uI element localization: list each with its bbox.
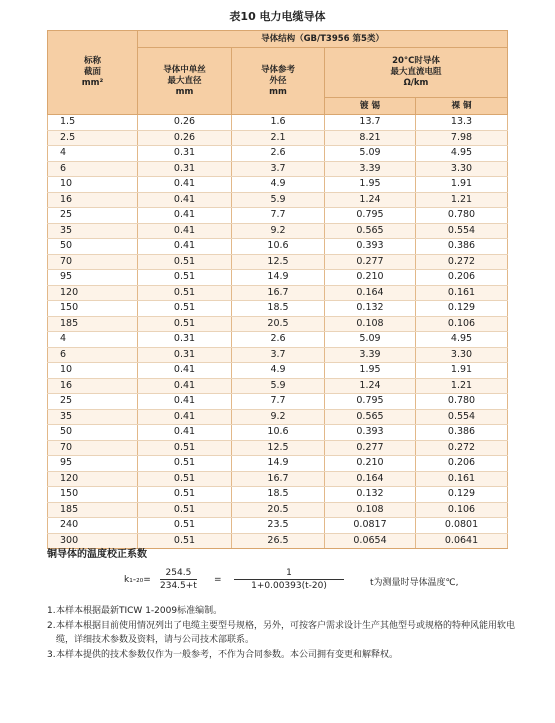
table-cell: 0.51 (138, 502, 232, 518)
conductor-table (47, 30, 508, 549)
table-row (48, 177, 508, 193)
col-header-wire-diameter: 导体中单丝 最大直径 mm (138, 48, 232, 115)
table-cell: 0.41 (138, 425, 232, 441)
table-cell: 0.210 (325, 270, 416, 286)
table-cell: 3.30 (416, 347, 508, 363)
table-cell: 2.5 (48, 130, 138, 146)
table-body (48, 115, 508, 549)
table-row (48, 239, 508, 255)
table-row (48, 130, 508, 146)
table-cell: 0.51 (138, 270, 232, 286)
table-cell: 35 (48, 409, 138, 425)
table-cell: 7.98 (416, 130, 508, 146)
table-cell: 0.132 (325, 301, 416, 317)
table-cell: 35 (48, 223, 138, 239)
table-cell: 0.51 (138, 487, 232, 503)
note-item (47, 619, 517, 648)
table-cell: 0.51 (138, 316, 232, 332)
formula-fraction-1-denominator: 234.5+t (160, 581, 197, 591)
table-cell: 4.95 (416, 332, 508, 348)
formula-fraction-2-denominator: 1+0.00393(t-20) (251, 581, 327, 591)
table-cell: 5.9 (232, 192, 325, 208)
table-row (48, 471, 508, 487)
table-cell: 0.41 (138, 239, 232, 255)
table-cell: 70 (48, 254, 138, 270)
table-cell: 0.51 (138, 285, 232, 301)
table-cell: 7.7 (232, 394, 325, 410)
table-cell: 1.95 (325, 363, 416, 379)
table-cell: 0.51 (138, 254, 232, 270)
table-cell: 1.6 (232, 115, 325, 131)
table-cell: 12.5 (232, 440, 325, 456)
table-cell: 3.39 (325, 347, 416, 363)
table-cell: 0.795 (325, 208, 416, 224)
table-cell: 1.21 (416, 192, 508, 208)
table-cell: 9.2 (232, 223, 325, 239)
table-cell: 0.51 (138, 456, 232, 472)
formula-fraction-2 (234, 568, 344, 591)
table-cell: 0.129 (416, 487, 508, 503)
table-cell: 0.41 (138, 208, 232, 224)
table-cell: 0.780 (416, 208, 508, 224)
table-cell: 95 (48, 270, 138, 286)
note-text: 本样本提供的技术参数仅作为一般参考，不作为合同参数。本公司拥有变更和解释权。 (56, 649, 399, 660)
table-row (48, 192, 508, 208)
table-cell: 2.6 (232, 146, 325, 162)
table-cell: 0.206 (416, 456, 508, 472)
table-cell: 18.5 (232, 487, 325, 503)
table-cell: 0.0654 (325, 533, 416, 549)
table-cell: 0.164 (325, 285, 416, 301)
table-cell: 0.0817 (325, 518, 416, 534)
table-cell: 0.132 (325, 487, 416, 503)
table-cell: 4.9 (232, 177, 325, 193)
table-cell: 8.21 (325, 130, 416, 146)
table-cell: 0.31 (138, 161, 232, 177)
table-cell: 120 (48, 285, 138, 301)
table-cell: 0.795 (325, 394, 416, 410)
table-cell: 5.09 (325, 146, 416, 162)
formula-equals: = (214, 575, 222, 585)
table-cell: 0.31 (138, 332, 232, 348)
page-title: 表10 电力电缆导体 (229, 10, 326, 23)
table-cell: 10 (48, 177, 138, 193)
table-cell: 4.95 (416, 146, 508, 162)
table-cell: 0.108 (325, 502, 416, 518)
table-row (48, 347, 508, 363)
table-cell: 185 (48, 502, 138, 518)
table-row (48, 502, 508, 518)
table-cell: 16.7 (232, 471, 325, 487)
table-cell: 1.21 (416, 378, 508, 394)
table-cell: 10 (48, 363, 138, 379)
table-cell: 14.9 (232, 270, 325, 286)
table-cell: 13.7 (325, 115, 416, 131)
table-cell: 0.393 (325, 425, 416, 441)
table-row (48, 146, 508, 162)
table-cell: 2.1 (232, 130, 325, 146)
table-cell: 10.6 (232, 425, 325, 441)
table-cell: 0.41 (138, 394, 232, 410)
table-cell: 0.386 (416, 425, 508, 441)
table-cell: 0.129 (416, 301, 508, 317)
table-cell: 1.91 (416, 177, 508, 193)
table-cell: 10.6 (232, 239, 325, 255)
table-row (48, 409, 508, 425)
table-cell: 3.39 (325, 161, 416, 177)
table-cell: 0.161 (416, 285, 508, 301)
table-cell: 0.51 (138, 301, 232, 317)
table-cell: 26.5 (232, 533, 325, 549)
table-cell: 0.41 (138, 378, 232, 394)
table-cell: 0.210 (325, 456, 416, 472)
table-cell: 2.6 (232, 332, 325, 348)
table-cell: 0.41 (138, 223, 232, 239)
table-row (48, 115, 508, 131)
table-row (48, 254, 508, 270)
formula-lhs: k₁-₂₀= (124, 575, 151, 585)
table-cell: 0.31 (138, 347, 232, 363)
table-cell: 150 (48, 301, 138, 317)
table-row (48, 161, 508, 177)
table-cell: 50 (48, 239, 138, 255)
table-cell: 20.5 (232, 502, 325, 518)
table-cell: 4 (48, 332, 138, 348)
table-cell: 240 (48, 518, 138, 534)
table-cell: 0.0641 (416, 533, 508, 549)
col-header-outer-diameter: 导体参考 外径 mm (232, 48, 325, 115)
table-cell: 1.24 (325, 378, 416, 394)
table-cell: 16 (48, 192, 138, 208)
table-cell: 5.09 (325, 332, 416, 348)
col-header-conductor-structure: 导体结构（GB/T3956 第5类） (138, 31, 508, 48)
note-number: 1. (47, 606, 56, 616)
table-cell: 0.106 (416, 316, 508, 332)
table-cell: 70 (48, 440, 138, 456)
table-cell: 0.565 (325, 409, 416, 425)
table-cell: 0.51 (138, 533, 232, 549)
table-cell: 300 (48, 533, 138, 549)
table-cell: 0.272 (416, 254, 508, 270)
table-row (48, 332, 508, 348)
table-cell: 0.26 (138, 130, 232, 146)
formula-title: 铜导体的温度校正系数 (47, 549, 147, 560)
table-cell: 0.31 (138, 146, 232, 162)
table-cell: 6 (48, 347, 138, 363)
table-cell: 0.51 (138, 518, 232, 534)
table-cell: 0.0801 (416, 518, 508, 534)
table-cell: 4.9 (232, 363, 325, 379)
table-cell: 1.95 (325, 177, 416, 193)
table-cell: 0.386 (416, 239, 508, 255)
note-item (47, 648, 517, 663)
table-cell: 0.41 (138, 363, 232, 379)
table-cell: 9.2 (232, 409, 325, 425)
table-cell: 3.30 (416, 161, 508, 177)
table-row (48, 394, 508, 410)
table-cell: 20.5 (232, 316, 325, 332)
table-row (48, 316, 508, 332)
table-cell: 0.554 (416, 409, 508, 425)
table-row (48, 425, 508, 441)
notes-list (47, 604, 517, 662)
table-cell: 0.554 (416, 223, 508, 239)
table-cell: 0.277 (325, 254, 416, 270)
note-number: 3. (47, 649, 56, 660)
table-row (48, 363, 508, 379)
table-cell: 14.9 (232, 456, 325, 472)
formula-fraction-1 (160, 568, 197, 591)
table-cell: 150 (48, 487, 138, 503)
table-row (48, 208, 508, 224)
col-header-plain-copper: 裸 铜 (416, 98, 508, 115)
table-cell: 0.41 (138, 177, 232, 193)
table-cell: 6 (48, 161, 138, 177)
table-cell: 23.5 (232, 518, 325, 534)
table-row (48, 285, 508, 301)
formula-fraction-2-numerator: 1 (234, 568, 344, 580)
table-cell: 13.3 (416, 115, 508, 131)
table-cell: 3.7 (232, 161, 325, 177)
table-cell: 18.5 (232, 301, 325, 317)
table-cell: 0.206 (416, 270, 508, 286)
col-header-nominal-section: 标称 截面 mm² (48, 31, 138, 115)
table-cell: 0.272 (416, 440, 508, 456)
table-cell: 16.7 (232, 285, 325, 301)
table-cell: 12.5 (232, 254, 325, 270)
table-cell: 3.7 (232, 347, 325, 363)
table-cell: 25 (48, 208, 138, 224)
table-cell: 50 (48, 425, 138, 441)
table-cell: 1.24 (325, 192, 416, 208)
table-cell: 25 (48, 394, 138, 410)
table-row (48, 270, 508, 286)
table-cell: 1.91 (416, 363, 508, 379)
note-text: 本样本根据目前使用情况列出了电缆主要型号规格，另外，可按客户需求设计生产其他型号或规格的特种风能用软电缆，详细技术参数及资料，请与公司技术部联系。 (56, 620, 516, 645)
table-cell: 95 (48, 456, 138, 472)
table-cell: 5.9 (232, 378, 325, 394)
table-cell: 120 (48, 471, 138, 487)
table-cell: 4 (48, 146, 138, 162)
table-cell: 0.393 (325, 239, 416, 255)
table-cell: 0.41 (138, 192, 232, 208)
table-row (48, 378, 508, 394)
table-cell: 0.780 (416, 394, 508, 410)
table-cell: 1.5 (48, 115, 138, 131)
note-text: 本样本根据最新TICW 1-2009标准编制。 (56, 606, 223, 616)
table-row (48, 301, 508, 317)
table-cell: 0.565 (325, 223, 416, 239)
table-cell: 0.51 (138, 471, 232, 487)
col-header-dc-resistance: 20°C时导体 最大直流电阻 Ω/km (325, 48, 508, 98)
table-cell: 16 (48, 378, 138, 394)
table-cell: 7.7 (232, 208, 325, 224)
table-cell: 0.161 (416, 471, 508, 487)
table-row (48, 223, 508, 239)
table-cell: 0.108 (325, 316, 416, 332)
formula-fraction-1-numerator: 254.5 (160, 568, 197, 580)
table-cell: 0.26 (138, 115, 232, 131)
table-row (48, 518, 508, 534)
table-row (48, 440, 508, 456)
table-cell: 0.277 (325, 440, 416, 456)
table-cell: 185 (48, 316, 138, 332)
table-cell: 0.51 (138, 440, 232, 456)
table-row (48, 456, 508, 472)
table-cell: 0.106 (416, 502, 508, 518)
note-number: 2. (47, 620, 56, 631)
table-cell: 0.164 (325, 471, 416, 487)
note-item (47, 604, 517, 619)
formula-note: t为测量时导体温度℃, (370, 578, 459, 588)
col-header-tinned: 镀 锡 (325, 98, 416, 115)
table-row (48, 487, 508, 503)
table-cell: 0.41 (138, 409, 232, 425)
